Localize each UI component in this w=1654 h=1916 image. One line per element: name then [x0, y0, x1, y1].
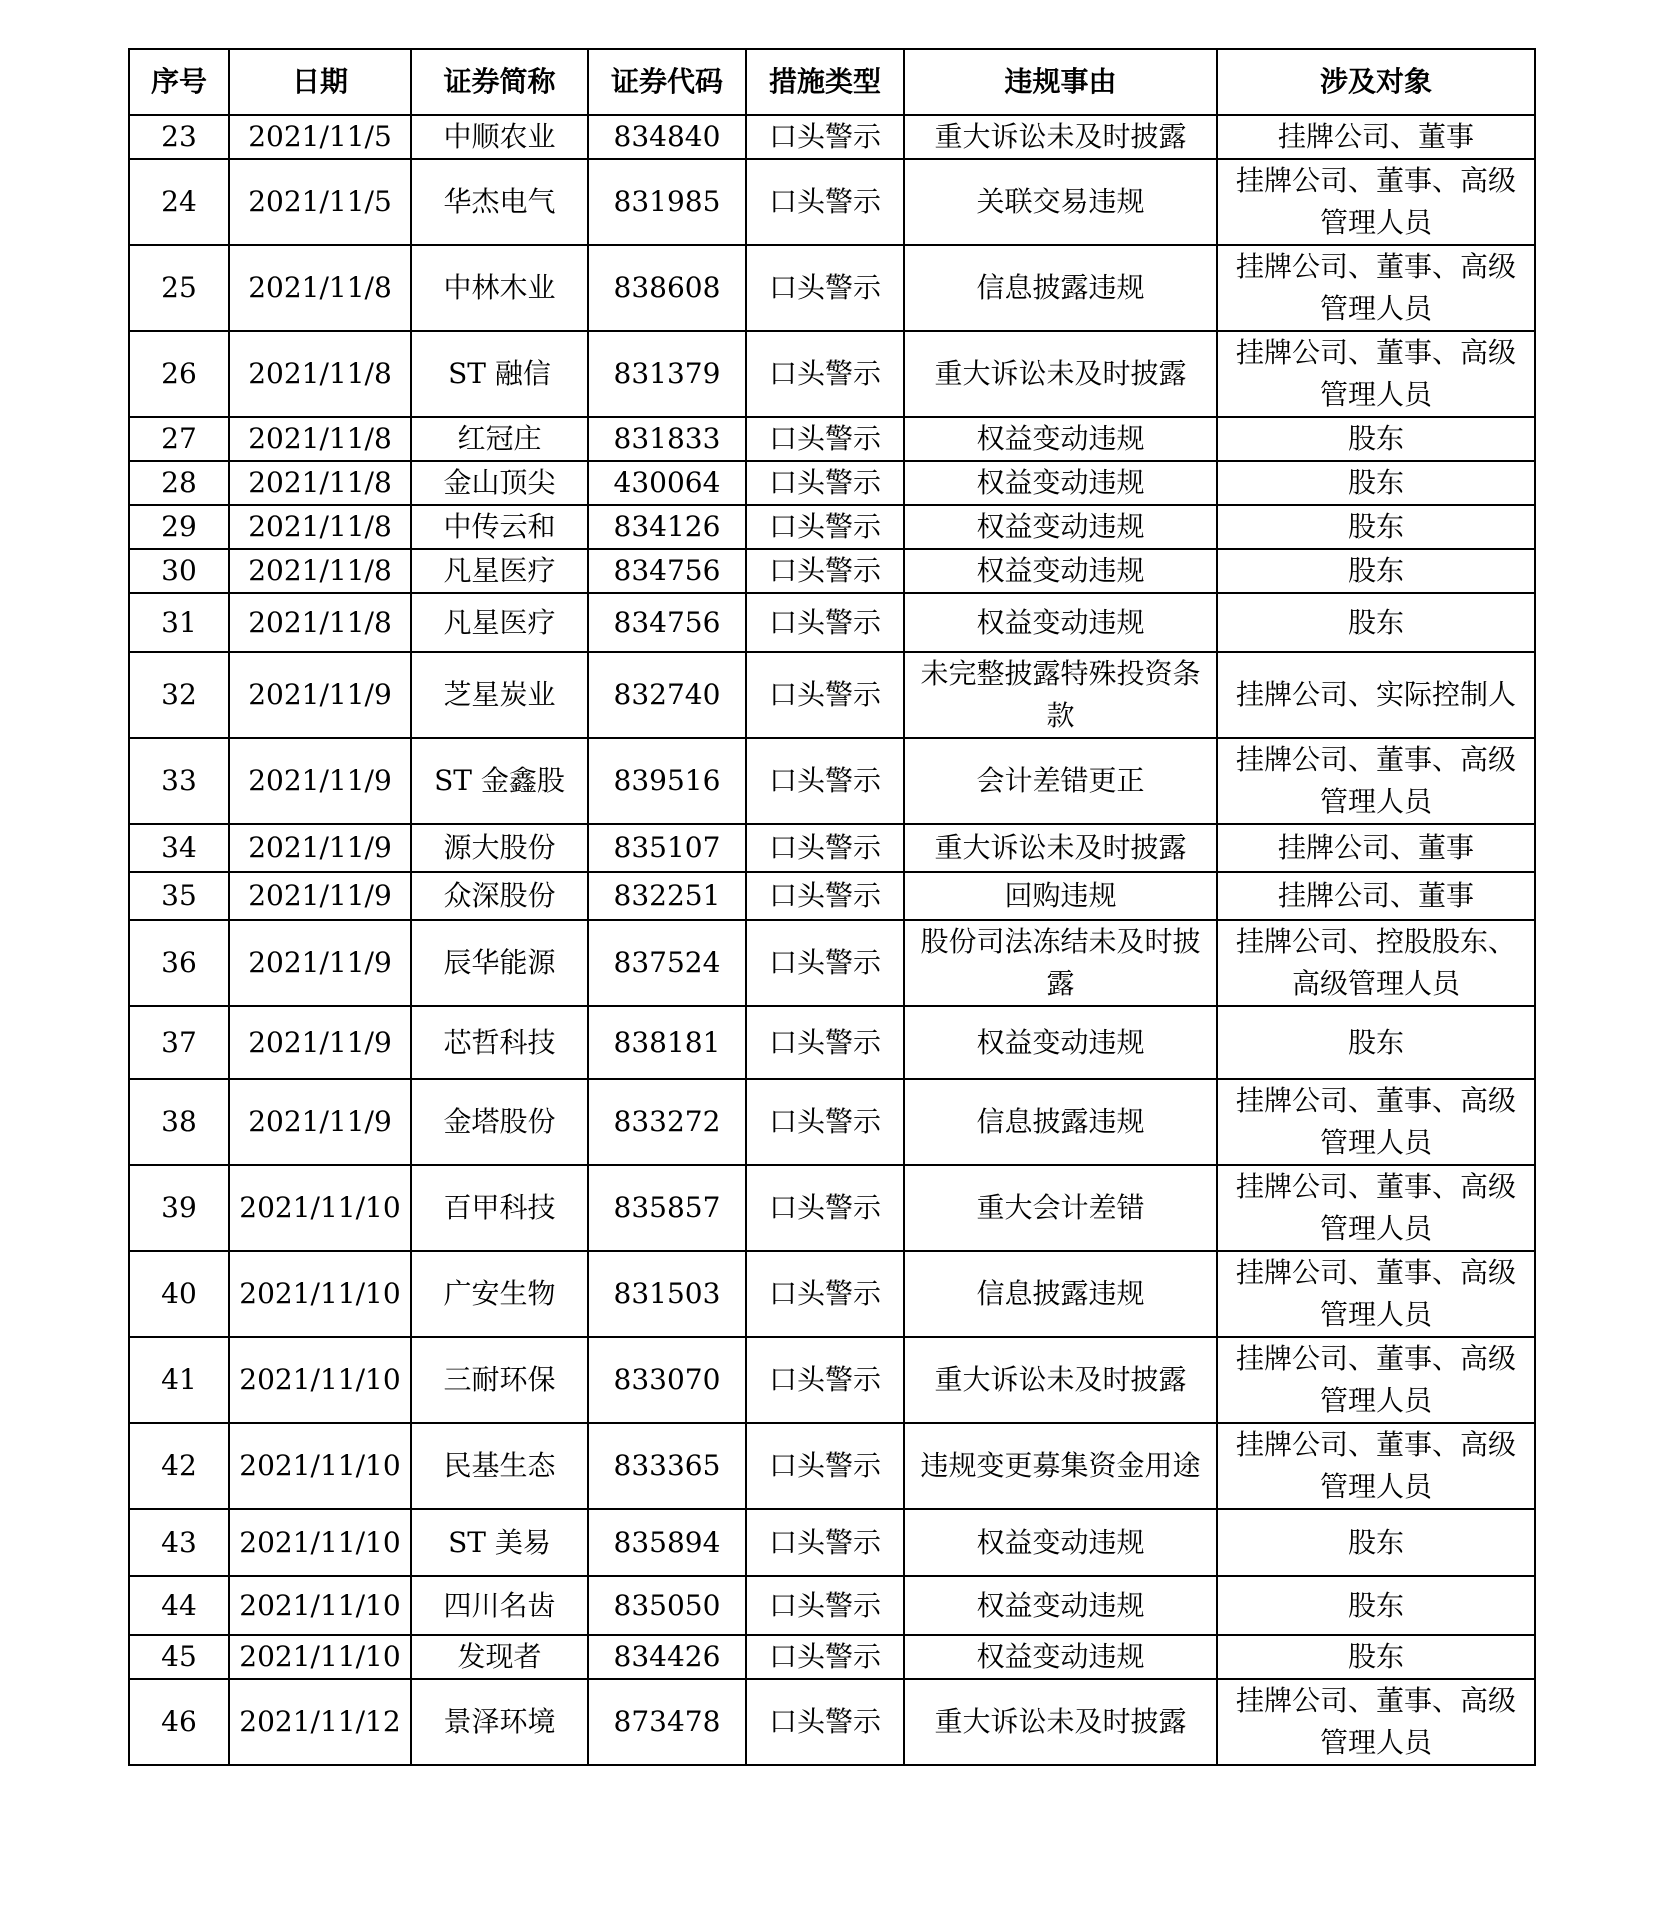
cell-security-code: 834426 [588, 1635, 746, 1679]
cell-security-code: 831503 [588, 1251, 746, 1337]
cell-involved-parties: 挂牌公司、董事、高级管理人员 [1217, 1165, 1535, 1251]
cell-date: 2021/11/8 [229, 417, 411, 461]
cell-date: 2021/11/9 [229, 1006, 411, 1079]
cell-date: 2021/11/8 [229, 593, 411, 652]
cell-security-name: 芝星炭业 [411, 652, 588, 738]
table-row [129, 652, 1535, 738]
cell-involved-parties: 股东 [1217, 593, 1535, 652]
cell-security-code: 835894 [588, 1509, 746, 1576]
table-row [129, 1576, 1535, 1635]
cell-violation-reason: 重大诉讼未及时披露 [904, 824, 1217, 872]
cell-security-code: 839516 [588, 738, 746, 824]
cell-measure-type: 口头警示 [746, 1251, 904, 1337]
cell-violation-reason: 回购违规 [904, 872, 1217, 920]
cell-measure-type: 口头警示 [746, 1576, 904, 1635]
table-row [129, 331, 1535, 417]
cell-security-code: 833365 [588, 1423, 746, 1509]
cell-security-name: ST 金鑫股 [411, 738, 588, 824]
cell-violation-reason: 重大会计差错 [904, 1165, 1217, 1251]
cell-involved-parties: 挂牌公司、董事、高级管理人员 [1217, 331, 1535, 417]
cell-date: 2021/11/9 [229, 738, 411, 824]
cell-involved-parties: 挂牌公司、董事、高级管理人员 [1217, 738, 1535, 824]
cell-measure-type: 口头警示 [746, 920, 904, 1006]
cell-violation-reason: 信息披露违规 [904, 1251, 1217, 1337]
table-row [129, 159, 1535, 245]
table-row [129, 1423, 1535, 1509]
table-row [129, 1006, 1535, 1079]
table-row [129, 1509, 1535, 1576]
table-row [129, 461, 1535, 505]
cell-security-name: 芯哲科技 [411, 1006, 588, 1079]
cell-date: 2021/11/8 [229, 505, 411, 549]
cell-violation-reason: 权益变动违规 [904, 1576, 1217, 1635]
cell-measure-type: 口头警示 [746, 331, 904, 417]
cell-seq: 35 [129, 872, 229, 920]
cell-measure-type: 口头警示 [746, 549, 904, 593]
cell-date: 2021/11/10 [229, 1423, 411, 1509]
table-row [129, 1679, 1535, 1765]
table-row [129, 920, 1535, 1006]
cell-measure-type: 口头警示 [746, 1679, 904, 1765]
cell-date: 2021/11/8 [229, 245, 411, 331]
cell-security-code: 833272 [588, 1079, 746, 1165]
table-row [129, 245, 1535, 331]
cell-date: 2021/11/9 [229, 872, 411, 920]
cell-security-name: 三耐环保 [411, 1337, 588, 1423]
cell-violation-reason: 权益变动违规 [904, 1509, 1217, 1576]
cell-seq: 39 [129, 1165, 229, 1251]
cell-security-code: 873478 [588, 1679, 746, 1765]
cell-measure-type: 口头警示 [746, 505, 904, 549]
table-body [129, 115, 1535, 1765]
cell-seq: 34 [129, 824, 229, 872]
cell-date: 2021/11/9 [229, 824, 411, 872]
cell-measure-type: 口头警示 [746, 245, 904, 331]
cell-security-name: 百甲科技 [411, 1165, 588, 1251]
cell-seq: 25 [129, 245, 229, 331]
cell-date: 2021/11/10 [229, 1509, 411, 1576]
cell-measure-type: 口头警示 [746, 417, 904, 461]
cell-date: 2021/11/10 [229, 1251, 411, 1337]
cell-security-code: 834756 [588, 549, 746, 593]
cell-involved-parties: 股东 [1217, 1576, 1535, 1635]
cell-measure-type: 口头警示 [746, 461, 904, 505]
cell-measure-type: 口头警示 [746, 872, 904, 920]
table-row [129, 824, 1535, 872]
cell-security-name: 金山顶尖 [411, 461, 588, 505]
cell-security-code: 832740 [588, 652, 746, 738]
cell-security-name: 红冠庄 [411, 417, 588, 461]
cell-involved-parties: 股东 [1217, 461, 1535, 505]
table-row [129, 505, 1535, 549]
cell-security-name: ST 美易 [411, 1509, 588, 1576]
cell-security-name: 源大股份 [411, 824, 588, 872]
cell-seq: 27 [129, 417, 229, 461]
cell-seq: 32 [129, 652, 229, 738]
cell-security-code: 837524 [588, 920, 746, 1006]
cell-violation-reason: 权益变动违规 [904, 1006, 1217, 1079]
cell-seq: 38 [129, 1079, 229, 1165]
cell-date: 2021/11/10 [229, 1337, 411, 1423]
cell-measure-type: 口头警示 [746, 115, 904, 159]
cell-violation-reason: 权益变动违规 [904, 461, 1217, 505]
cell-seq: 36 [129, 920, 229, 1006]
cell-measure-type: 口头警示 [746, 824, 904, 872]
cell-involved-parties: 挂牌公司、董事、高级管理人员 [1217, 1079, 1535, 1165]
cell-seq: 30 [129, 549, 229, 593]
cell-security-name: 辰华能源 [411, 920, 588, 1006]
cell-security-name: 四川名齿 [411, 1576, 588, 1635]
cell-measure-type: 口头警示 [746, 652, 904, 738]
cell-seq: 29 [129, 505, 229, 549]
cell-involved-parties: 股东 [1217, 505, 1535, 549]
cell-violation-reason: 关联交易违规 [904, 159, 1217, 245]
cell-date: 2021/11/8 [229, 549, 411, 593]
table-row [129, 1337, 1535, 1423]
cell-date: 2021/11/5 [229, 115, 411, 159]
cell-security-name: 众深股份 [411, 872, 588, 920]
cell-security-code: 831985 [588, 159, 746, 245]
table-row [129, 1079, 1535, 1165]
cell-involved-parties: 挂牌公司、董事 [1217, 824, 1535, 872]
cell-involved-parties: 挂牌公司、董事、高级管理人员 [1217, 1337, 1535, 1423]
cell-security-name: 华杰电气 [411, 159, 588, 245]
cell-seq: 42 [129, 1423, 229, 1509]
cell-involved-parties: 挂牌公司、董事、高级管理人员 [1217, 1423, 1535, 1509]
cell-measure-type: 口头警示 [746, 159, 904, 245]
cell-seq: 45 [129, 1635, 229, 1679]
cell-security-code: 831379 [588, 331, 746, 417]
cell-date: 2021/11/9 [229, 1079, 411, 1165]
cell-seq: 33 [129, 738, 229, 824]
cell-security-name: 发现者 [411, 1635, 588, 1679]
cell-date: 2021/11/12 [229, 1679, 411, 1765]
cell-security-name: 景泽环境 [411, 1679, 588, 1765]
cell-security-name: 凡星医疗 [411, 549, 588, 593]
cell-violation-reason: 重大诉讼未及时披露 [904, 1337, 1217, 1423]
cell-involved-parties: 股东 [1217, 1006, 1535, 1079]
cell-seq: 41 [129, 1337, 229, 1423]
cell-involved-parties: 挂牌公司、董事、高级管理人员 [1217, 245, 1535, 331]
cell-violation-reason: 信息披露违规 [904, 245, 1217, 331]
cell-security-code: 831833 [588, 417, 746, 461]
cell-date: 2021/11/5 [229, 159, 411, 245]
header-involved-parties: 涉及对象 [1217, 49, 1535, 115]
cell-security-name: 中林木业 [411, 245, 588, 331]
cell-measure-type: 口头警示 [746, 1423, 904, 1509]
cell-date: 2021/11/8 [229, 461, 411, 505]
cell-date: 2021/11/10 [229, 1635, 411, 1679]
table-row [129, 1635, 1535, 1679]
cell-security-code: 833070 [588, 1337, 746, 1423]
cell-violation-reason: 违规变更募集资金用途 [904, 1423, 1217, 1509]
cell-violation-reason: 权益变动违规 [904, 1635, 1217, 1679]
cell-violation-reason: 权益变动违规 [904, 549, 1217, 593]
table-row [129, 417, 1535, 461]
cell-measure-type: 口头警示 [746, 593, 904, 652]
header-measure-type: 措施类型 [746, 49, 904, 115]
header-date: 日期 [229, 49, 411, 115]
cell-security-name: 金塔股份 [411, 1079, 588, 1165]
table-row [129, 738, 1535, 824]
header-row [129, 49, 1535, 115]
cell-seq: 31 [129, 593, 229, 652]
table-header [129, 49, 1535, 115]
cell-security-code: 834126 [588, 505, 746, 549]
cell-seq: 28 [129, 461, 229, 505]
cell-seq: 46 [129, 1679, 229, 1765]
cell-involved-parties: 挂牌公司、董事 [1217, 872, 1535, 920]
cell-seq: 24 [129, 159, 229, 245]
cell-security-name: 民基生态 [411, 1423, 588, 1509]
cell-measure-type: 口头警示 [746, 738, 904, 824]
cell-security-name: 广安生物 [411, 1251, 588, 1337]
cell-security-name: 中传云和 [411, 505, 588, 549]
table-row [129, 115, 1535, 159]
cell-seq: 43 [129, 1509, 229, 1576]
cell-security-code: 834840 [588, 115, 746, 159]
cell-seq: 23 [129, 115, 229, 159]
cell-date: 2021/11/9 [229, 652, 411, 738]
cell-involved-parties: 股东 [1217, 417, 1535, 461]
cell-violation-reason: 信息披露违规 [904, 1079, 1217, 1165]
cell-violation-reason: 权益变动违规 [904, 593, 1217, 652]
cell-security-name: ST 融信 [411, 331, 588, 417]
cell-measure-type: 口头警示 [746, 1079, 904, 1165]
cell-involved-parties: 挂牌公司、控股股东、高级管理人员 [1217, 920, 1535, 1006]
cell-seq: 40 [129, 1251, 229, 1337]
cell-security-code: 832251 [588, 872, 746, 920]
header-security-code: 证券代码 [588, 49, 746, 115]
cell-involved-parties: 挂牌公司、实际控制人 [1217, 652, 1535, 738]
cell-security-name: 凡星医疗 [411, 593, 588, 652]
cell-date: 2021/11/10 [229, 1165, 411, 1251]
cell-security-code: 834756 [588, 593, 746, 652]
cell-violation-reason: 股份司法冻结未及时披露 [904, 920, 1217, 1006]
cell-seq: 26 [129, 331, 229, 417]
cell-violation-reason: 权益变动违规 [904, 417, 1217, 461]
disciplinary-measures-table [128, 48, 1536, 1766]
cell-violation-reason: 重大诉讼未及时披露 [904, 115, 1217, 159]
header-violation-reason: 违规事由 [904, 49, 1217, 115]
cell-involved-parties: 股东 [1217, 1509, 1535, 1576]
cell-involved-parties: 挂牌公司、董事、高级管理人员 [1217, 159, 1535, 245]
cell-involved-parties: 挂牌公司、董事 [1217, 115, 1535, 159]
table-row [129, 1251, 1535, 1337]
header-security-name: 证券简称 [411, 49, 588, 115]
cell-date: 2021/11/9 [229, 920, 411, 1006]
cell-seq: 44 [129, 1576, 229, 1635]
cell-security-code: 838181 [588, 1006, 746, 1079]
cell-involved-parties: 挂牌公司、董事、高级管理人员 [1217, 1251, 1535, 1337]
cell-seq: 37 [129, 1006, 229, 1079]
cell-violation-reason: 权益变动违规 [904, 505, 1217, 549]
cell-measure-type: 口头警示 [746, 1337, 904, 1423]
cell-security-code: 835857 [588, 1165, 746, 1251]
cell-security-code: 430064 [588, 461, 746, 505]
cell-security-code: 838608 [588, 245, 746, 331]
table-row [129, 549, 1535, 593]
cell-involved-parties: 股东 [1217, 1635, 1535, 1679]
table-row [129, 593, 1535, 652]
table-row [129, 872, 1535, 920]
cell-violation-reason: 重大诉讼未及时披露 [904, 331, 1217, 417]
cell-date: 2021/11/10 [229, 1576, 411, 1635]
header-seq: 序号 [129, 49, 229, 115]
cell-security-name: 中顺农业 [411, 115, 588, 159]
cell-measure-type: 口头警示 [746, 1635, 904, 1679]
cell-involved-parties: 挂牌公司、董事、高级管理人员 [1217, 1679, 1535, 1765]
cell-measure-type: 口头警示 [746, 1509, 904, 1576]
cell-measure-type: 口头警示 [746, 1165, 904, 1251]
cell-date: 2021/11/8 [229, 331, 411, 417]
table-row [129, 1165, 1535, 1251]
cell-security-code: 835107 [588, 824, 746, 872]
cell-involved-parties: 股东 [1217, 549, 1535, 593]
cell-measure-type: 口头警示 [746, 1006, 904, 1079]
cell-violation-reason: 未完整披露特殊投资条款 [904, 652, 1217, 738]
cell-security-code: 835050 [588, 1576, 746, 1635]
cell-violation-reason: 会计差错更正 [904, 738, 1217, 824]
cell-violation-reason: 重大诉讼未及时披露 [904, 1679, 1217, 1765]
